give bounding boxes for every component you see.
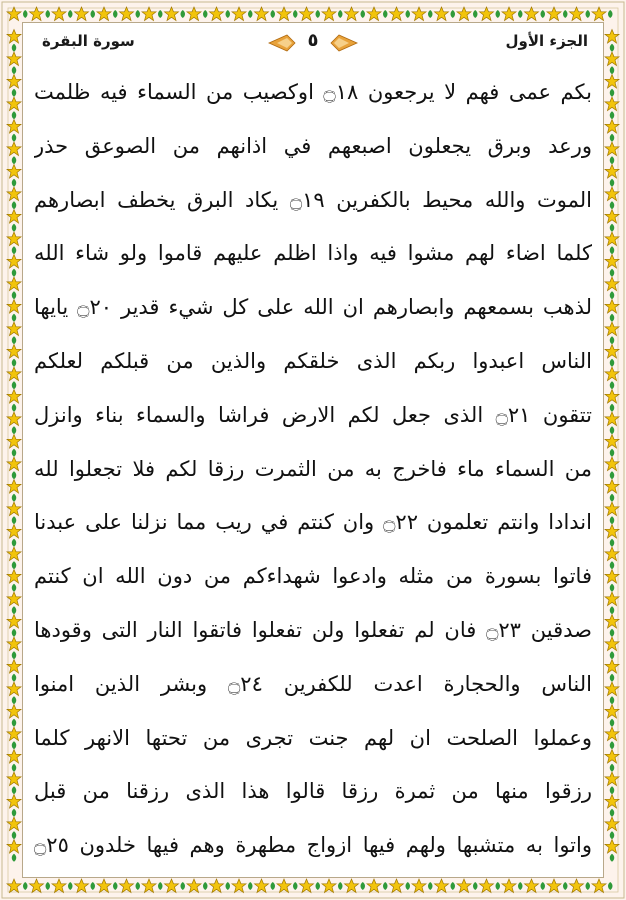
verse-line: وعملوا الصلحت ان لهم جنت تجرى من تحتها الانهر كلما [34, 725, 592, 750]
verse-line: اندادا وانتم تعلمون ۝٢٢ وان كنتم في ريب مما نزلنا على عبدنا [34, 510, 592, 535]
page-number-ornament [263, 28, 363, 58]
surah-name: سورة البقرة [42, 32, 135, 50]
verse-line: واتوا به متشبها ولهم فيها ازواج مطهرة وهم فيها خلدون ۝٢٥ [34, 833, 592, 858]
page-number: ٥ [307, 30, 319, 51]
verse-line: الناس اعبدوا ربكم الذى خلقكم والذين من قبلكم لعلكم [34, 348, 592, 373]
verse-line: رزقوا منها من ثمرة رزقا قالوا هذا الذى رزقنا من قبل [34, 779, 592, 804]
verse-lines [34, 66, 592, 873]
verse-line: كلما اضاء لهم مشوا فيه واذا اظلم عليهم قاموا ولو شاء الله [34, 241, 592, 266]
verse-line: صدقين ۝٢٣ فان لم تفعلوا ولن تفعلوا فاتقوا النار التى وقودها [34, 617, 592, 642]
verse-line: تتقون ۝٢١ الذى جعل لكم الارض فراشا والسماء بناء وانزل [34, 402, 592, 427]
page-header [30, 28, 596, 62]
verse-line: الموت والله محيط بالكفرين ۝١٩ يكاد البرق يخطف ابصارهم [34, 187, 592, 212]
verse-line: بكم عمى فهم لا يرجعون ۝١٨ اوكصيب من السماء فيه ظلمت [34, 80, 592, 104]
verse-line: لذهب بسمعهم وابصارهم ان الله على كل شيء قدير ۝٢٠ يايها [34, 295, 592, 320]
verse-line: ورعد وبرق يجعلون اصبعهم في اذانهم من الصوعق حذر [34, 133, 592, 158]
verse-line: الناس والحجارة اعدت للكفرين ۝٢٤ وبشر الذين امنوا [34, 671, 592, 696]
juz-name: الجزء الأول [505, 32, 588, 50]
verse-line: من السماء ماء فاخرج به من الثمرت رزقا لكم فلا تجعلوا لله [34, 456, 592, 481]
verse-line: فاتوا بسورة من مثله وادعوا شهداءكم من دون الله ان كنتم [34, 564, 592, 589]
